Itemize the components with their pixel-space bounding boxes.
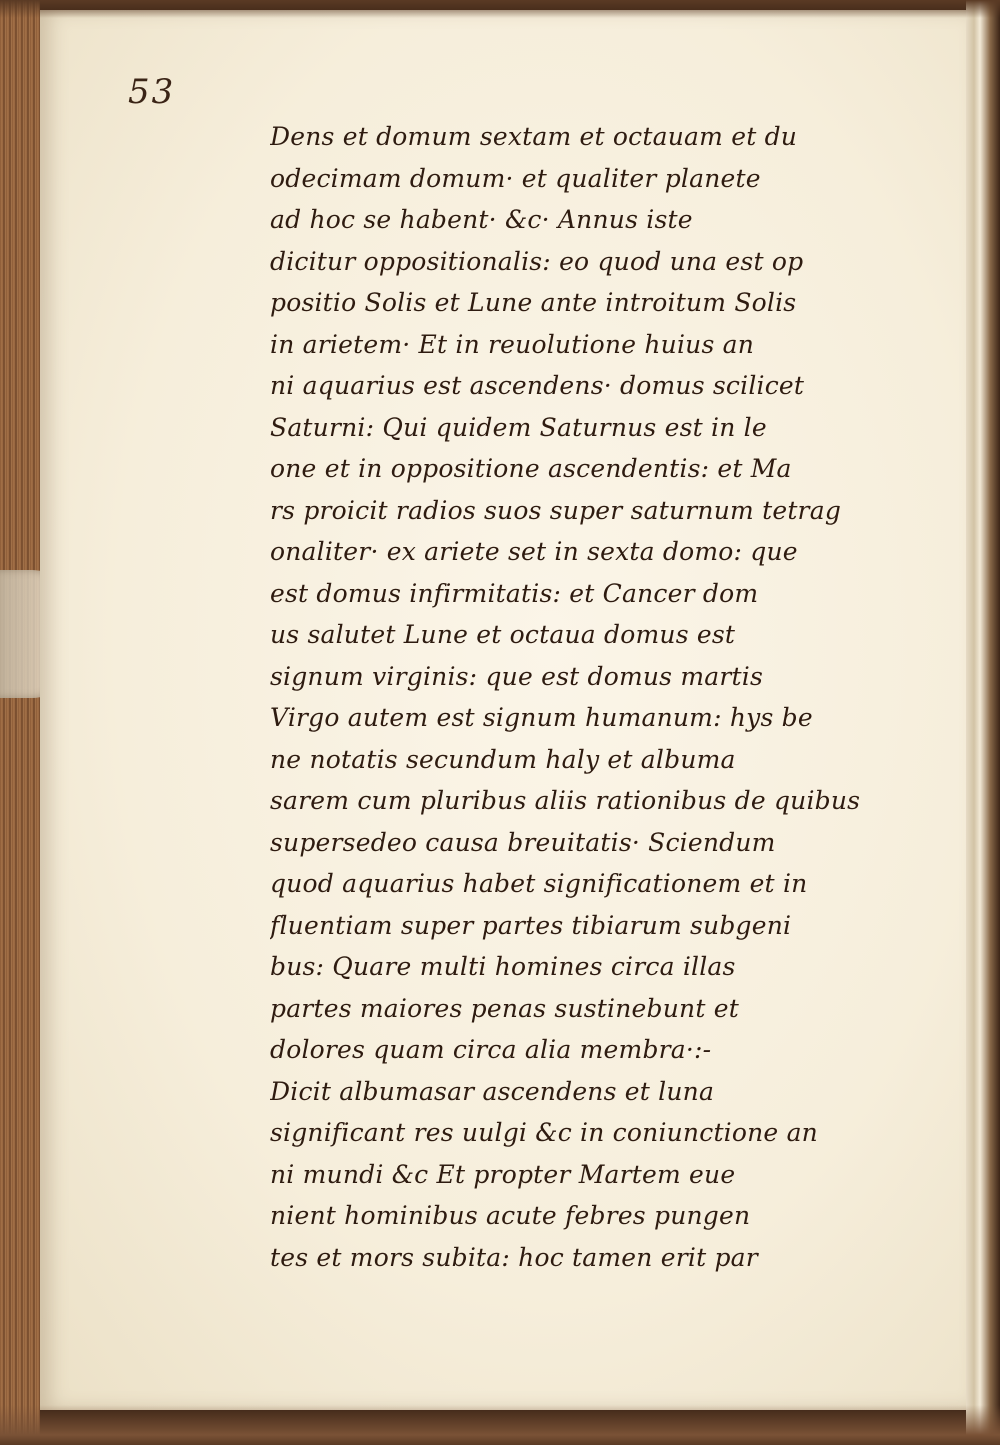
text-line: Dicit albumasar ascendens et luna	[270, 1076, 715, 1106]
text-line: rs proicit radios suos super saturnum tetrag	[270, 495, 842, 525]
text-line: ni aquarius est ascendens· domus scilicet	[270, 371, 805, 400]
text-line: in arietem· Et in reuolutione huius an	[270, 329, 755, 359]
text-line: dicitur oppositionalis: eo quod una est op	[270, 246, 804, 276]
text-line: significant res uulgi &c in coniunctione an	[270, 1118, 818, 1147]
manuscript-page	[40, 10, 968, 1410]
text-line: positio Solis et Lune ante introitum Solis	[270, 288, 797, 317]
text-line: partes maiores penas sustinebunt et	[270, 993, 739, 1023]
text-line: Dens et domum sextam et octauam et du	[270, 122, 798, 151]
text-line: ne notatis secundum haly et albuma	[270, 744, 736, 774]
book-bottom-edge	[0, 1405, 1000, 1445]
text-line: one et in oppositione ascendentis: et Ma	[270, 454, 792, 483]
folio-number: 53	[128, 72, 176, 112]
book-left-edge	[0, 0, 40, 1445]
text-line: dolores quam circa alia membra·:-	[270, 1035, 712, 1064]
text-line: sarem cum pluribus aliis rationibus de quibus	[270, 786, 861, 815]
text-line: bus: Quare multi homines circa illas	[270, 952, 736, 981]
text-line: onaliter· ex ariete set in sexta domo: que	[270, 537, 798, 566]
text-block	[270, 116, 960, 1278]
text-line: us salutet Lune et octaua domus est	[270, 620, 736, 649]
text-line: quod aquarius habet significationem et in	[270, 869, 808, 898]
text-line: odecimam domum· et qualiter planete	[270, 163, 761, 193]
text-line: tes et mors subita: hoc tamen erit par	[270, 1242, 758, 1272]
text-line: fluentiam super partes tibiarum subgeni	[270, 910, 792, 940]
text-line: nient hominibus acute febres pungen	[270, 1201, 751, 1230]
text-line: Saturni: Qui quidem Saturnus est in le	[270, 412, 767, 442]
text-line: supersedeo causa breuitatis· Sciendum	[270, 827, 776, 857]
text-line: Virgo autem est signum humanum: hys be	[270, 703, 813, 732]
text-line: ad hoc se habent· &c· Annus iste	[270, 205, 693, 234]
text-line: ni mundi &c Et propter Martem eue	[270, 1159, 736, 1189]
text-line: signum virginis: que est domus martis	[270, 661, 763, 691]
book-top-edge	[0, 0, 1000, 18]
book-right-edge	[966, 0, 1000, 1445]
text-line: est domus infirmitatis: et Cancer dom	[270, 578, 759, 608]
